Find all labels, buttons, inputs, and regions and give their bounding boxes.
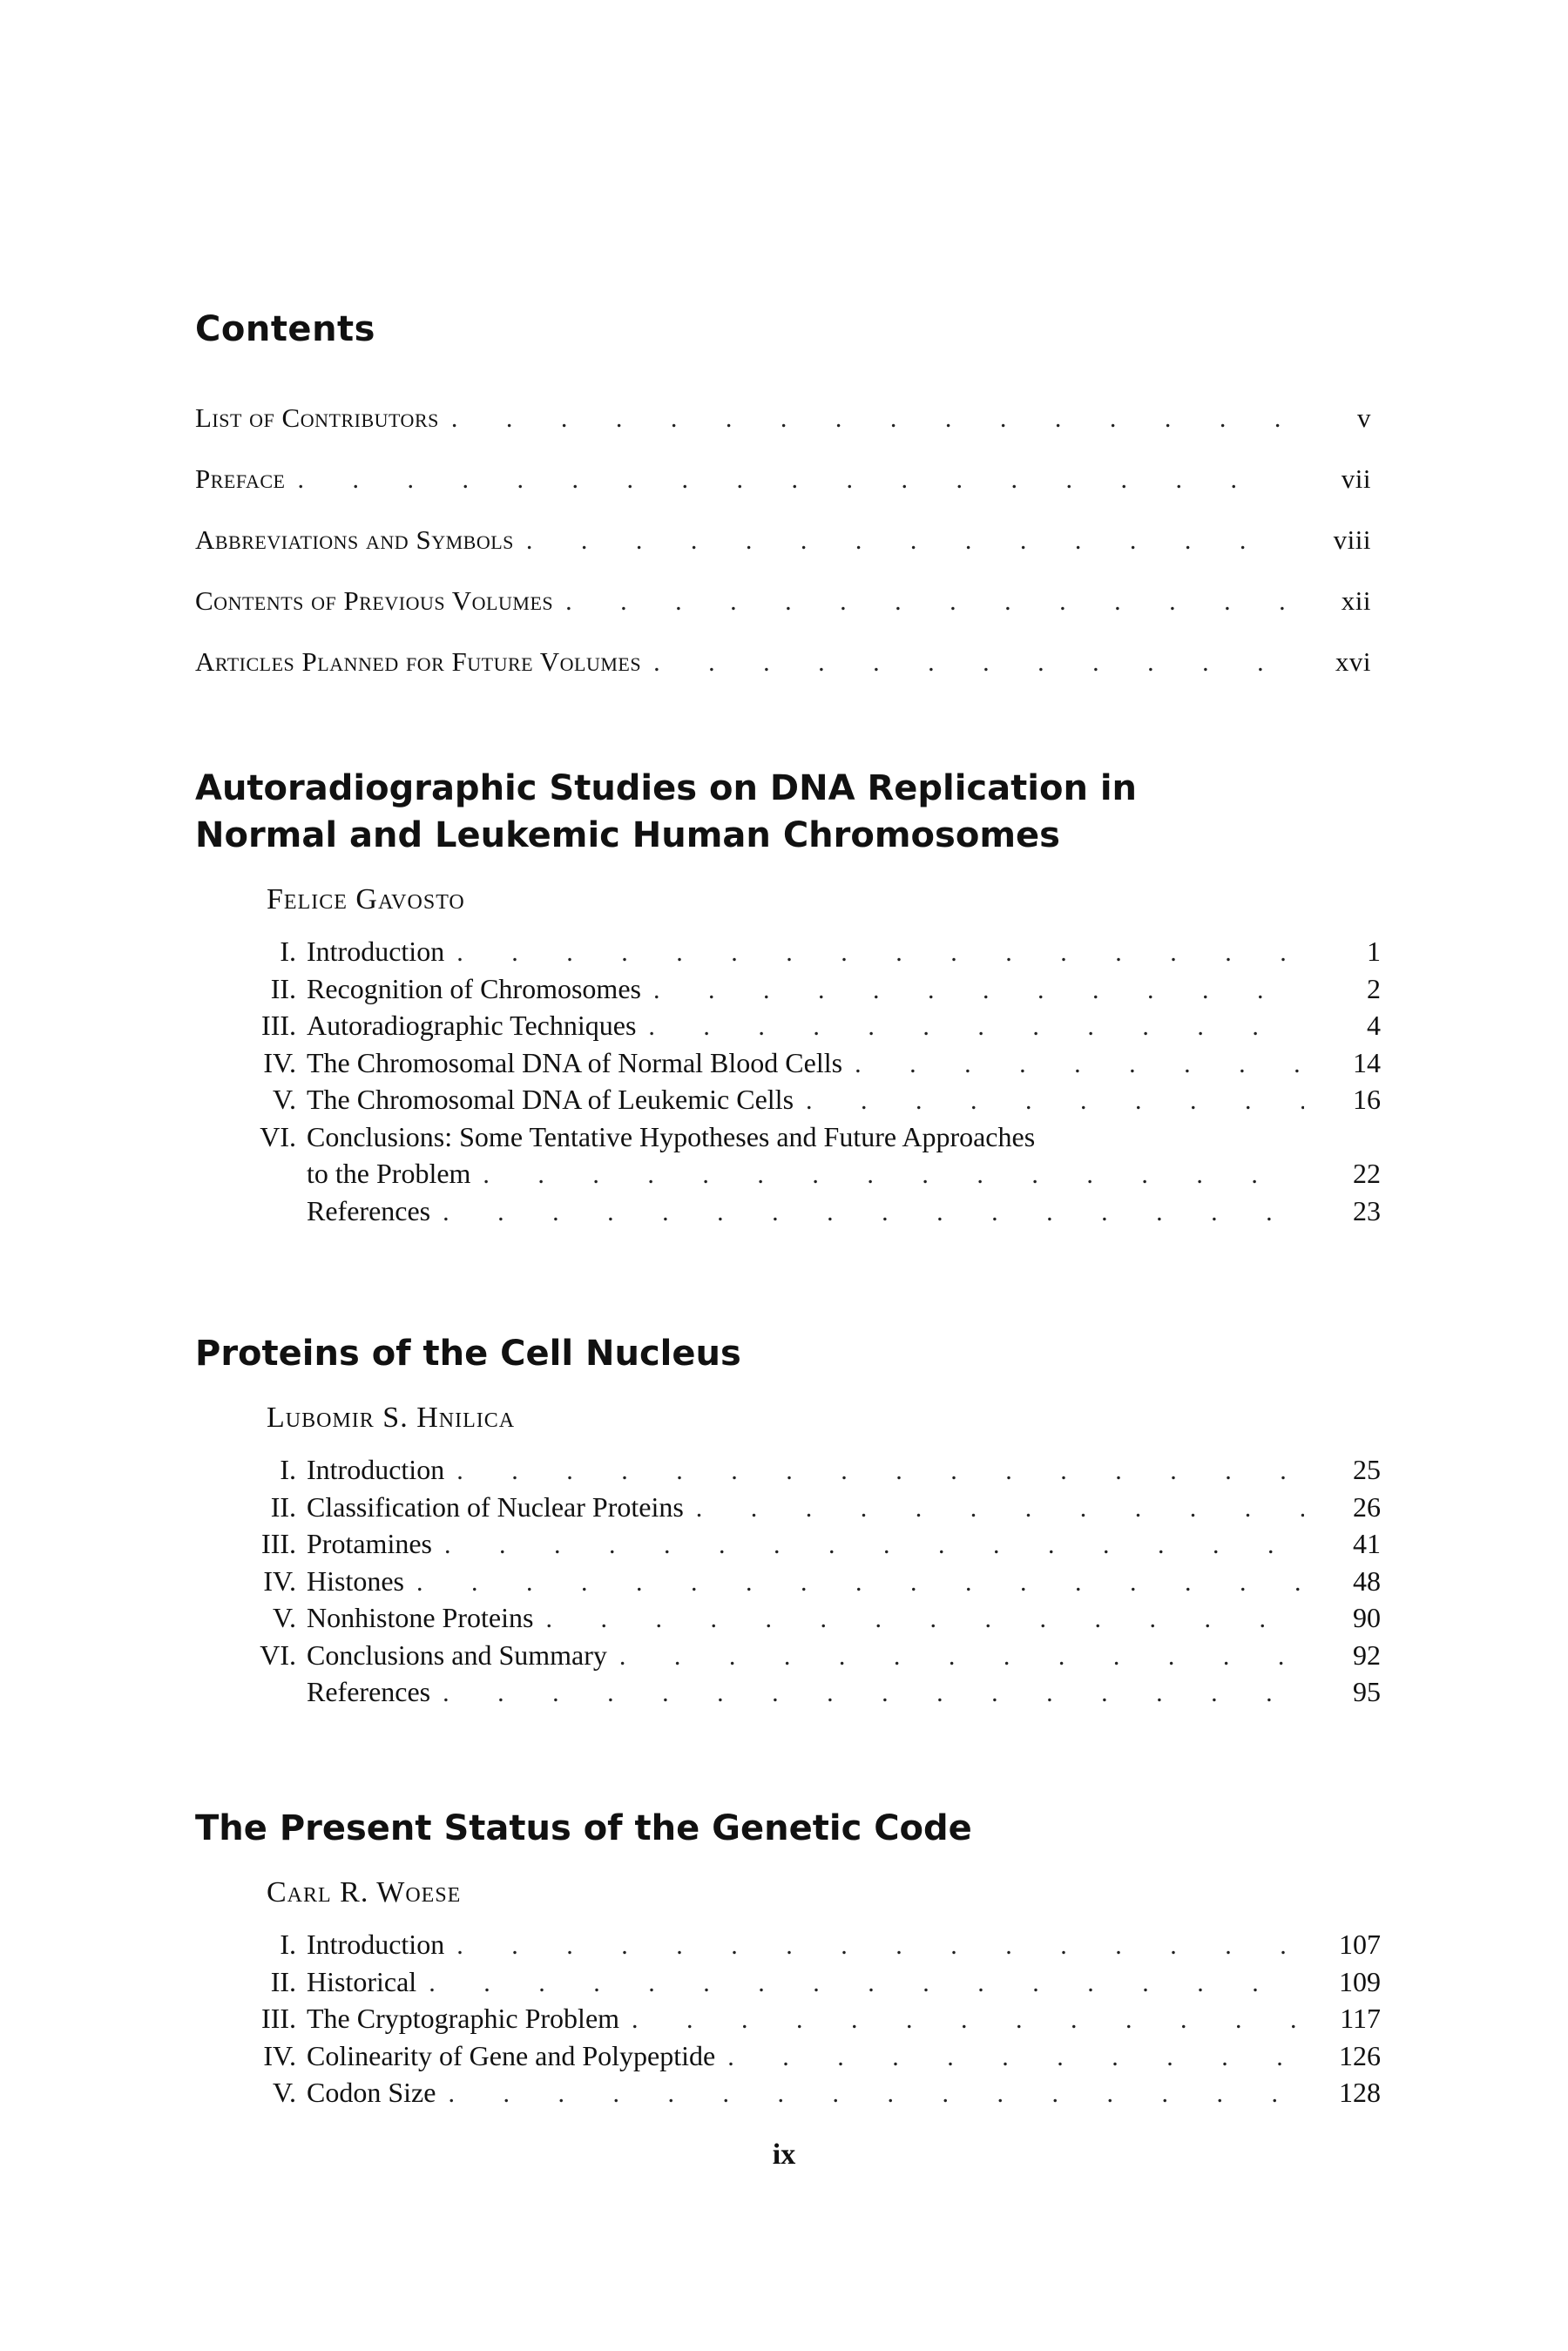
entry-label: List of Contributors (195, 402, 439, 433)
chapter-author: Felice Gavosto (267, 883, 465, 915)
dot-leader (448, 2079, 1304, 2109)
toc-entry[interactable] (218, 1528, 1381, 1565)
entry-number: II. (270, 1490, 296, 1523)
dot-leader (444, 1530, 1304, 1560)
dot-leader (545, 1604, 1304, 1634)
entry-page: 90 (1353, 1602, 1381, 1633)
chapter-section (195, 1330, 1380, 1713)
entry-page: 41 (1353, 1528, 1381, 1559)
chapter-title: Autoradiographic Studies on DNA Replication in Normal and Leukemic Human Chromosomes (195, 768, 1138, 855)
entry-number: II. (270, 1965, 296, 1997)
chapter-section (195, 1805, 1380, 2114)
entry-label: Abbreviations and Symbols (195, 524, 514, 555)
entry-label: The Cryptographic Problem (307, 2003, 620, 2034)
page-number: ix (772, 2138, 796, 2171)
entry-number: III. (261, 1528, 296, 1559)
entry-page: 26 (1353, 1490, 1381, 1523)
page-title: Contents (195, 309, 375, 349)
toc-entry[interactable] (218, 1121, 1381, 1159)
entry-number: IV. (263, 2039, 296, 2071)
entry-label: Protamines (307, 1528, 432, 1559)
entry-label: Introduction (307, 1454, 445, 1485)
front-matter-entry[interactable] (195, 402, 1371, 463)
front-matter-entry[interactable] (195, 463, 1371, 524)
entry-page: 2 (1367, 972, 1381, 1004)
dot-leader (416, 1568, 1304, 1598)
entry-number: I. (280, 1929, 296, 1960)
toc-entry[interactable] (218, 2003, 1381, 2040)
entry-label: Historical (307, 1965, 417, 1997)
dot-leader (653, 648, 1286, 678)
toc-entry[interactable] (218, 1929, 1381, 1966)
entry-page: 128 (1339, 2077, 1381, 2108)
toc-entry[interactable] (218, 2040, 1381, 2077)
front-matter-list (195, 402, 1371, 707)
entry-number: III. (261, 1010, 296, 1041)
entry-number: IV. (263, 1564, 296, 1597)
dot-leader (297, 465, 1286, 495)
entry-label: Preface (195, 463, 286, 494)
toc-entry[interactable] (218, 1084, 1381, 1121)
entry-label: Recognition of Chromosomes (307, 972, 641, 1004)
entry-page: 1 (1367, 936, 1381, 967)
entry-page: 25 (1353, 1454, 1381, 1485)
entry-page: xii (1341, 585, 1371, 616)
entry-label: Contents of Previous Volumes (195, 585, 554, 616)
entry-number: III. (261, 2003, 296, 2034)
front-matter-entry[interactable] (195, 646, 1371, 707)
dot-leader (429, 1969, 1304, 1998)
toc-entry[interactable] (218, 1195, 1381, 1233)
entry-page: 23 (1353, 1194, 1381, 1226)
entry-page: 16 (1353, 1084, 1381, 1115)
entry-label: Autoradiographic Techniques (307, 1010, 637, 1041)
toc-entry[interactable] (218, 1676, 1381, 1713)
dot-leader (855, 1050, 1304, 1079)
dot-leader (632, 2005, 1304, 2035)
entry-page: 117 (1340, 2003, 1381, 2034)
entry-label: Introduction (307, 936, 445, 967)
entry-page: 4 (1367, 1010, 1381, 1041)
toc-entry[interactable] (218, 1491, 1381, 1529)
entry-page: viii (1333, 524, 1371, 555)
toc-entry[interactable] (218, 1966, 1381, 2003)
entry-label: Colinearity of Gene and Polypeptide (307, 2039, 716, 2071)
dot-leader (696, 1494, 1304, 1523)
entry-page: 109 (1339, 1965, 1381, 1997)
toc-entry[interactable] (218, 936, 1381, 973)
entry-page: 48 (1353, 1564, 1381, 1597)
entry-label: References (307, 1676, 431, 1707)
dot-leader (619, 1642, 1304, 1672)
entry-label: Conclusions and Summary (307, 1638, 607, 1671)
toc-entry[interactable] (218, 1602, 1381, 1639)
chapter-author: Carl R. Woese (267, 1876, 462, 1908)
entry-label: References (307, 1194, 431, 1226)
entry-page: 22 (1353, 1158, 1381, 1189)
chapter-title: Proteins of the Cell Nucleus (195, 1334, 741, 1374)
dot-leader (806, 1086, 1304, 1116)
chapter-title: The Present Status of the Genetic Code (195, 1808, 972, 1848)
entry-page: 14 (1353, 1046, 1381, 1078)
toc-entry[interactable] (218, 1454, 1381, 1491)
entry-label: Articles Planned for Future Volumes (195, 646, 642, 677)
dot-leader (483, 1160, 1304, 1190)
toc-entry[interactable] (218, 973, 1381, 1010)
dot-leader (443, 1198, 1304, 1227)
dot-leader (456, 1456, 1304, 1486)
entry-page: xvi (1335, 646, 1371, 677)
entry-number: I. (280, 936, 296, 967)
toc-entry[interactable] (218, 1010, 1381, 1047)
entry-page: 107 (1339, 1929, 1381, 1960)
entry-label: The Chromosomal DNA of Leukemic Cells (307, 1084, 794, 1115)
entry-number: I. (280, 1454, 296, 1485)
entry-label: to the Problem (307, 1158, 471, 1189)
entry-page: vii (1341, 463, 1371, 494)
entry-number: II. (270, 972, 296, 1004)
toc-entry[interactable] (218, 2077, 1381, 2114)
entry-label: The Chromosomal DNA of Normal Blood Cells (307, 1046, 843, 1078)
entry-label: Classification of Nuclear Proteins (307, 1490, 684, 1523)
entry-number: VI. (260, 1638, 296, 1671)
dot-leader (456, 1931, 1304, 1961)
entry-label: Conclusions: Some Tentative Hypotheses and Future Approaches (307, 1120, 1036, 1152)
entry-number: V. (273, 2077, 296, 2108)
entry-number: VI. (260, 1120, 296, 1152)
dot-leader (653, 976, 1304, 1005)
entry-page: v (1357, 402, 1371, 433)
entry-label: Introduction (307, 1929, 445, 1960)
front-matter-entry[interactable] (195, 585, 1371, 646)
entry-page: 126 (1339, 2039, 1381, 2071)
dot-leader (648, 1012, 1304, 1042)
entry-label: Codon Size (307, 2077, 436, 2108)
toc-entry[interactable] (218, 1047, 1381, 1084)
toc-entry[interactable] (218, 1565, 1381, 1603)
toc-entry-continuation[interactable] (218, 1158, 1381, 1195)
dot-leader (451, 404, 1286, 434)
entry-number: V. (273, 1084, 296, 1115)
front-matter-entry[interactable] (195, 524, 1371, 585)
entry-page: 95 (1353, 1676, 1381, 1707)
chapter-section (195, 765, 1380, 1232)
dot-leader (565, 587, 1286, 617)
dot-leader (443, 1679, 1304, 1708)
toc-entry[interactable] (218, 1639, 1381, 1677)
dot-leader (456, 938, 1304, 968)
dot-leader (526, 526, 1286, 556)
chapter-author: Lubomir S. Hnilica (267, 1402, 516, 1434)
entry-number: V. (273, 1602, 296, 1633)
entry-number: IV. (263, 1046, 296, 1078)
entry-page: 92 (1353, 1638, 1381, 1671)
dot-leader (727, 2043, 1304, 2072)
entry-label: Nonhistone Proteins (307, 1602, 534, 1633)
entry-label: Histones (307, 1564, 404, 1597)
